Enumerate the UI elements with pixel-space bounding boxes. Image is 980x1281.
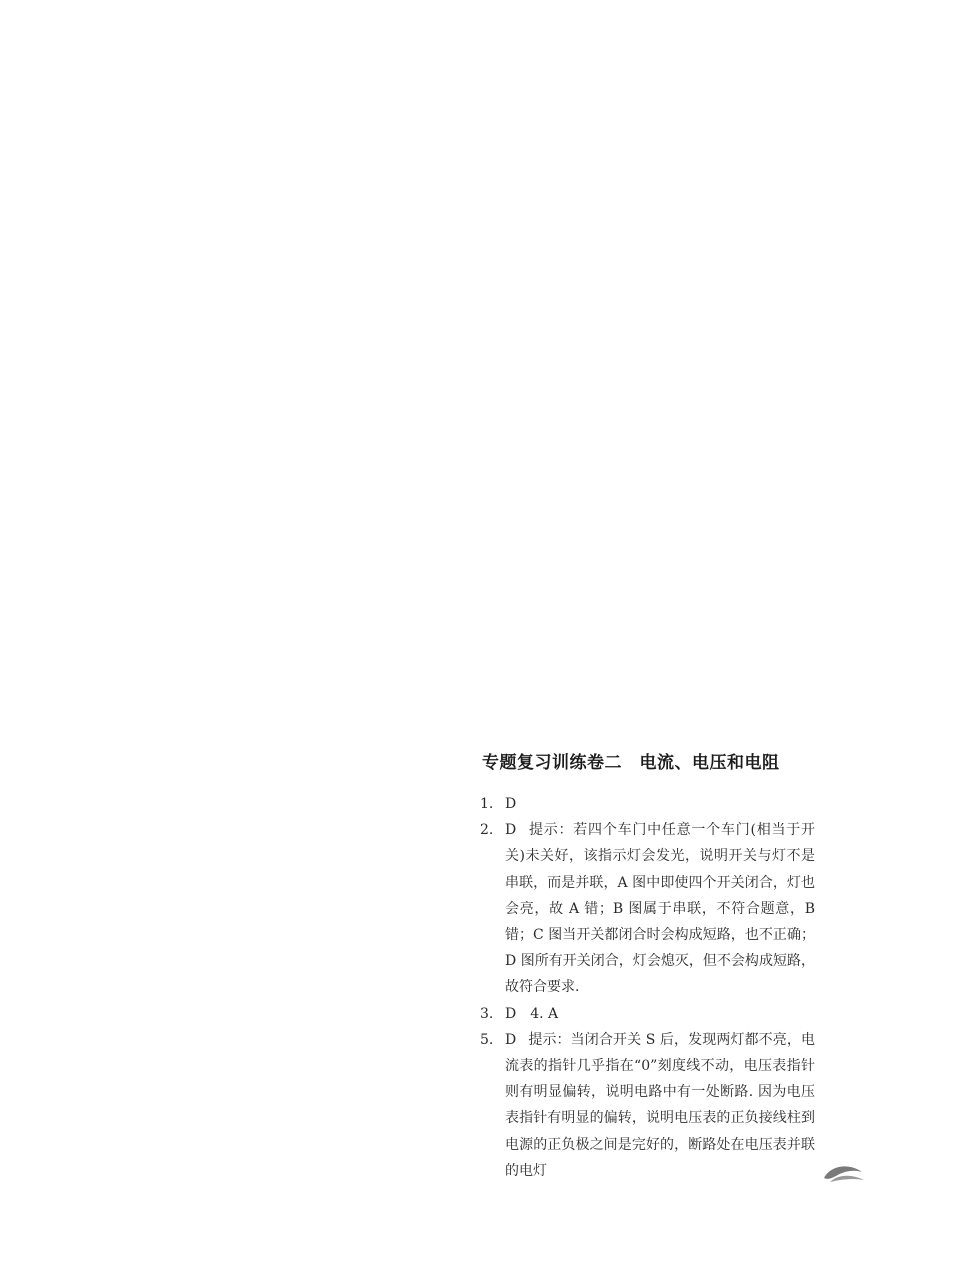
- answer-item-3-4: [480, 1001, 815, 1027]
- answer-list: [480, 791, 815, 1184]
- answer-number: 3.: [480, 1005, 494, 1022]
- answer-number: 5.: [480, 1031, 494, 1048]
- answer-choice: D: [505, 796, 517, 812]
- answer-explanation: 提示：当闭合开关 S 后，发现两灯都不亮，电流表的指针几乎指在“0”刻度线不动，电压表指针则有明显偏转，说明电路中有一处断路. 因为电压表指针有明显的偏转，说明电压表的正负接线柱到电源的正负极之间是完好的，断路处在电压表并联的电灯: [505, 1031, 815, 1179]
- answer-item-5: [480, 1027, 815, 1184]
- answer-explanation: 提示：若四个车门中任意一个车门(相当于开关)未关好，该指示灯会发光，说明开关与灯不是串联，而是并联，A 图中即使四个开关闭合，灯也会亮，故 A 错；B 图属于串联，不符合题意，B 错；C 图当开关都闭合时会构成短路，也不正确；D 图所有开关闭合，灯会熄灭，但不会构成短路，故符合要求.: [505, 822, 815, 996]
- answer-item-2: [480, 817, 815, 1000]
- answer-choice: D: [505, 822, 517, 839]
- answer-number: 1.: [480, 796, 494, 812]
- section-title: 专题复习训练卷二 电流、电压和电阻: [482, 753, 780, 773]
- page-corner-mark-icon: [822, 1160, 866, 1186]
- answer-number: 2.: [480, 822, 494, 839]
- answer-choice: D 4. A: [505, 1005, 559, 1022]
- answer-item-1: [480, 791, 815, 817]
- answer-column: [480, 748, 815, 1184]
- answer-choice: D: [505, 1031, 517, 1048]
